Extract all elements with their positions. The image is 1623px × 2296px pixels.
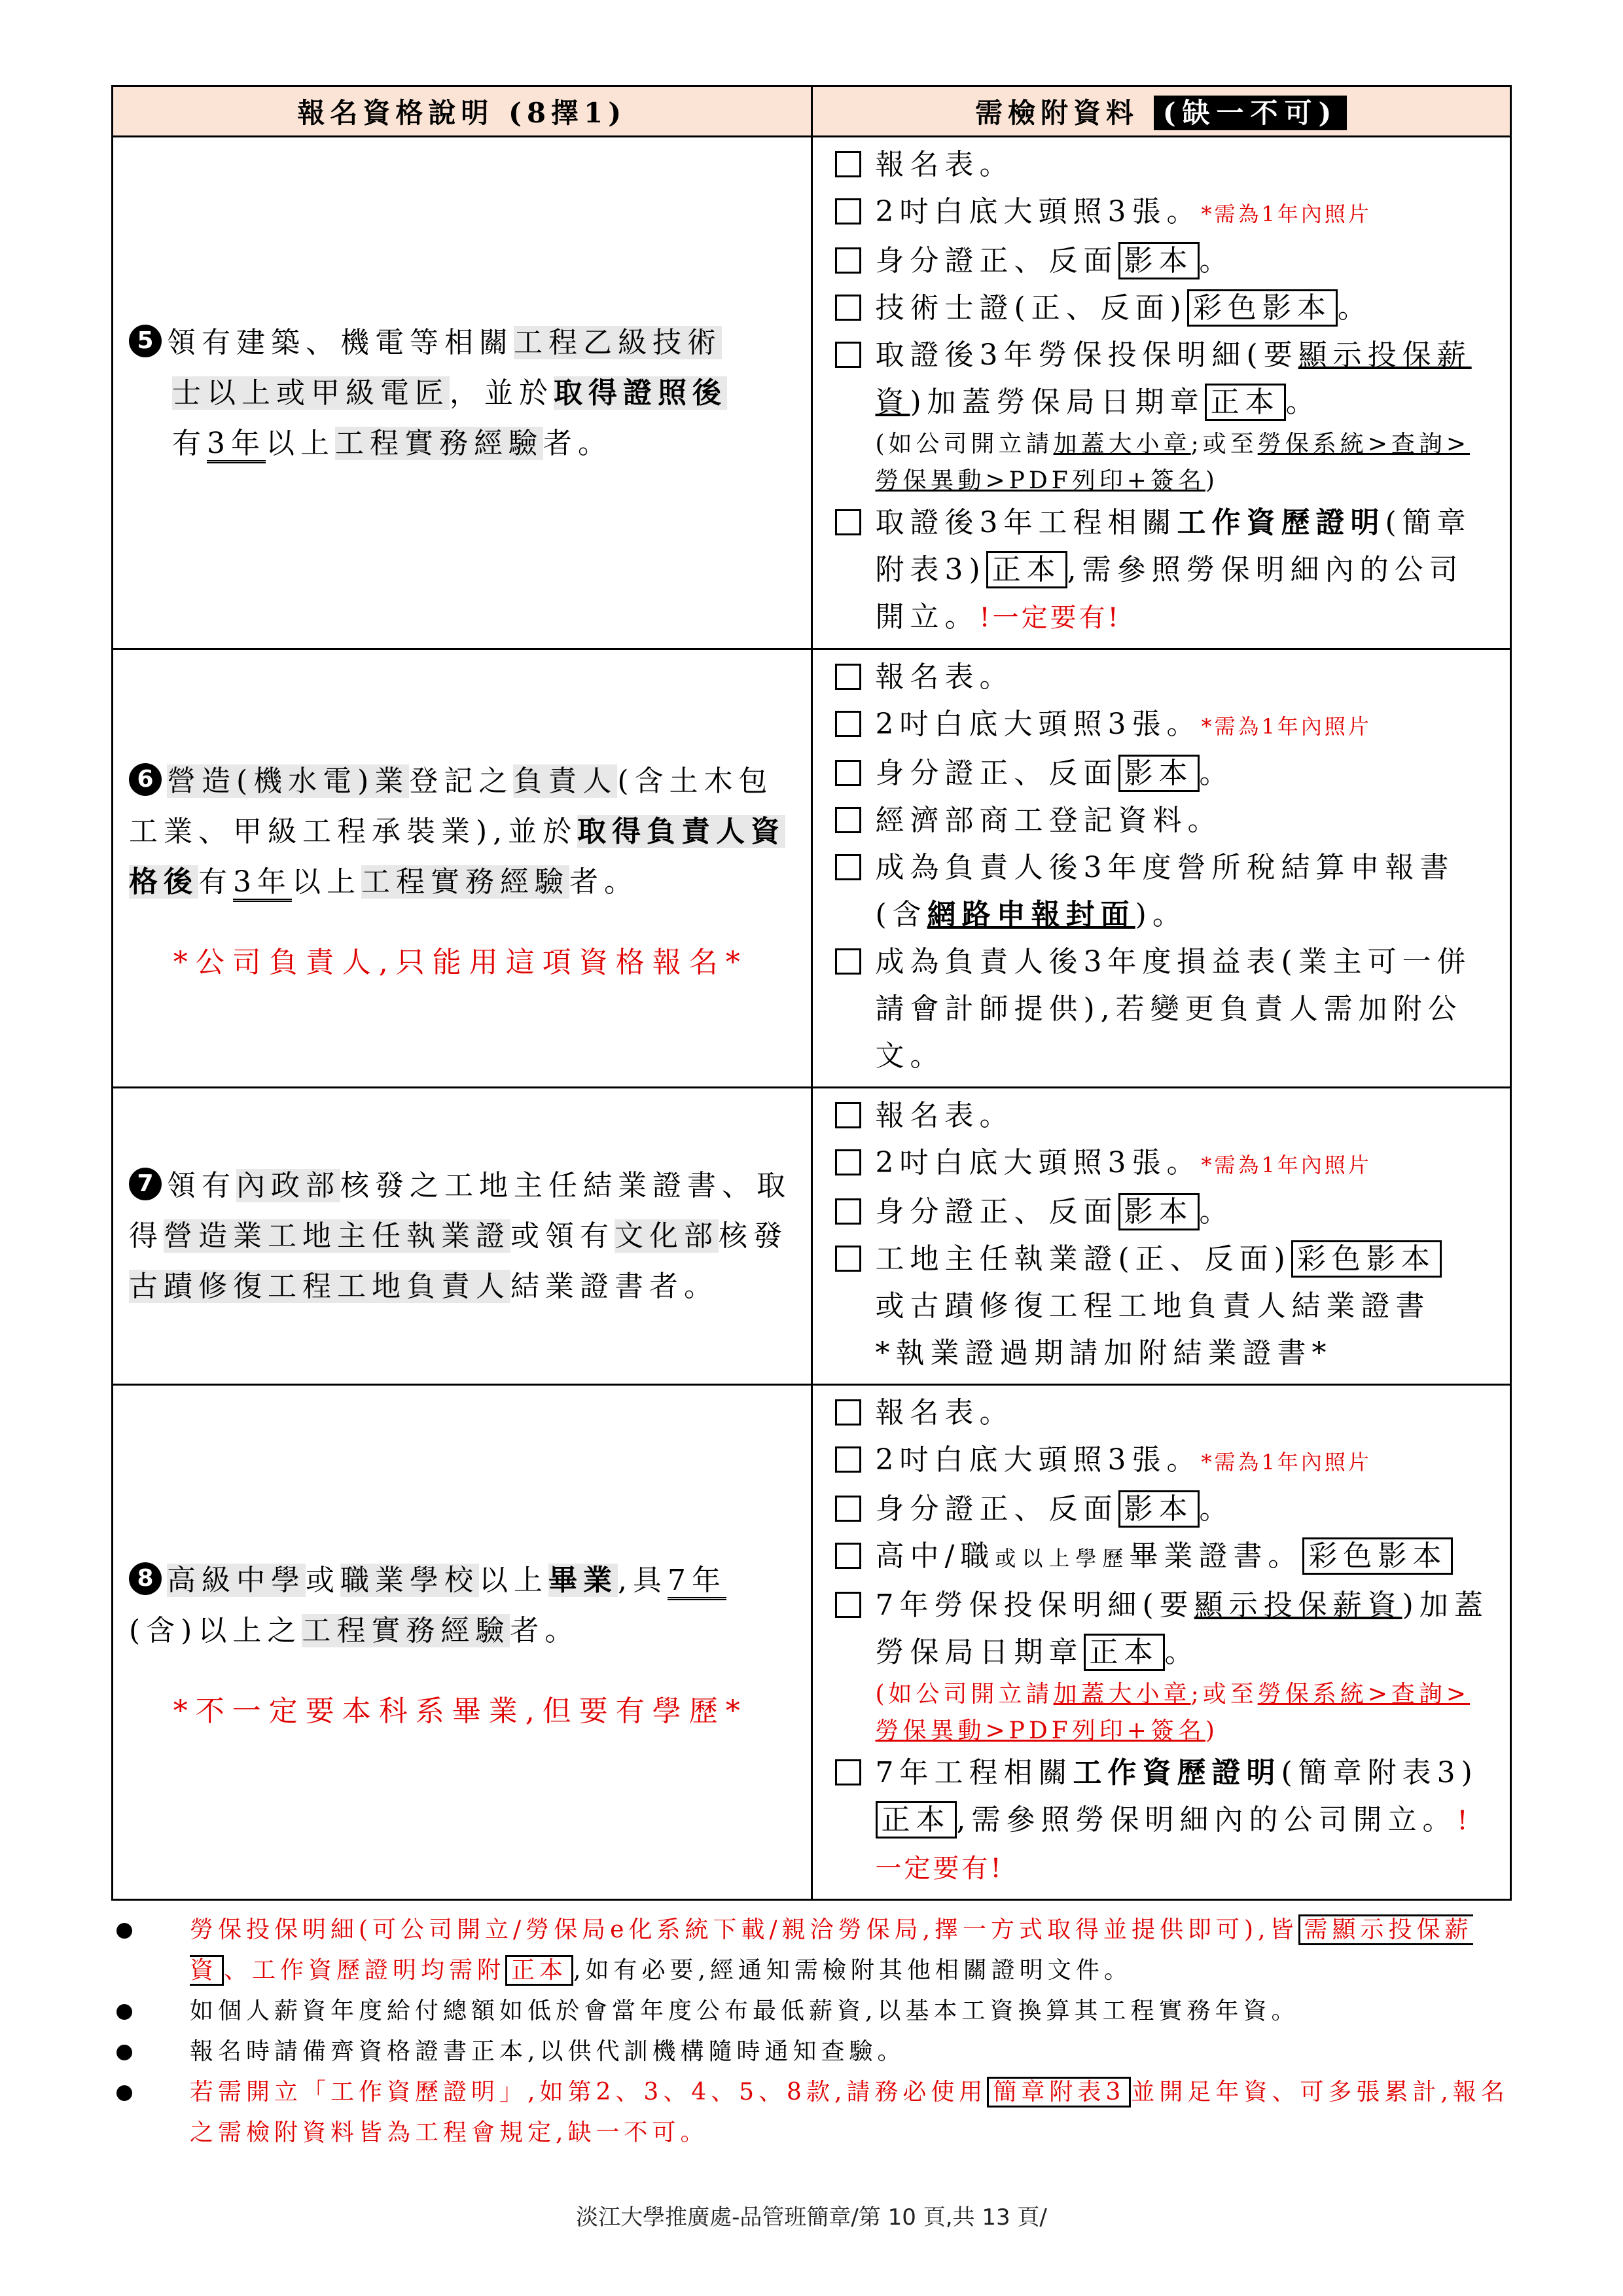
note-item: 若需開立「工作資歷證明」,如第2、3、4、5、8款,請務必使用 簡章附表3 並開足年資、可多張累計,報名之需檢附資料皆為工程會規定,缺一不可。 [111,2072,1512,2153]
checkbox[interactable] [835,760,861,786]
number-badge: 7 [129,1168,162,1200]
list-item: 2吋白底大頭照3張。*需為1年內照片 [835,1437,1497,1486]
header-documents: 需檢附資料 (缺一不可) [812,86,1511,137]
qualification-text: 8 高級中學或職業學校以上畢業,具7年(含)以上之工程實務經驗者。 *不一定要本科系畢業,但要有學歷* [113,1385,812,1900]
document-list [812,137,1511,649]
list-item: 工地主任執業證(正、反面) 彩色影本 或古蹟修復工程工地負責人結業證書 *執業證過期請加附結業證書* [835,1236,1497,1377]
bullet-icon [116,2045,132,2060]
number-badge: 5 [129,325,162,357]
checkbox[interactable] [835,295,861,321]
document-list [812,649,1511,1088]
checkbox[interactable] [835,854,861,880]
page [111,85,1512,2153]
qualification-text: 5 領有建築、機電等相關工程乙級技術 士以上或甲級電匠，並於取得證照後 有3年以上工程實務經驗者。 [113,137,812,649]
required-badge: (缺一不可) [1154,96,1347,130]
checkbox[interactable] [835,1543,861,1569]
requirements-table [111,85,1512,1901]
qualification-row-8 [113,1385,1511,1900]
bullet-icon [116,2004,132,2020]
note-item: 勞保投保明細(可公司開立/勞保局e化系統下載/親洽勞保局,擇一方式取得並提供即可),皆 需顯示投保薪資 、工作資歷證明均需附 正本 ,如有必要,經通知需檢附其他相關證明文件。 [111,1910,1512,1991]
list-item: 身分證正、反面 影本 。 [835,238,1497,285]
note-item: 如個人薪資年度給付總額如低於會當年度公布最低薪資,以基本工資換算其工程實務年資。 [111,1991,1512,2032]
document-list [812,1385,1511,1900]
checkbox[interactable] [835,948,861,975]
checkbox[interactable] [835,1246,861,1272]
checkbox[interactable] [835,198,861,224]
bullet-icon [116,2085,132,2101]
qualification-text: 7 領有內政部核發之工地主任結業證書、取得營造業工地主任執業證或領有文化部核發古蹟修復工程工地負責人結業證書者。 [113,1088,812,1385]
list-item: 報名表。 [835,1092,1497,1139]
list-item: 2吋白底大頭照3張。*需為1年內照片 [835,1139,1497,1189]
checkbox[interactable] [835,1149,861,1175]
checkbox[interactable] [835,807,861,833]
warning-note: *不一定要本科系畢業,但要有學歷* [173,1695,748,1728]
number-badge: 6 [129,763,162,796]
qualification-row-5 [113,137,1511,649]
bullet-icon [116,1923,132,1939]
list-item: 高中/職或以上學歷畢業證書。 彩色影本 [835,1533,1497,1582]
checkbox[interactable] [835,247,861,274]
list-item: 2吋白底大頭照3張。*需為1年內照片 [835,701,1497,750]
checkbox[interactable] [835,509,861,535]
sub-note: (如公司開立請加蓋大小章;或至勞保系統>查詢>勞保異動>PDF列印+簽名) [875,1681,1471,1744]
checkbox[interactable] [835,151,861,177]
list-item: 報名表。 [835,141,1497,188]
checkbox[interactable] [835,1496,861,1522]
list-item: 身分證正、反面 影本 。 [835,1486,1497,1533]
header-qualification: 報名資格說明 (8擇1) [113,86,812,137]
checkbox[interactable] [835,342,861,368]
list-item: 報名表。 [835,654,1497,701]
note-item: 報名時請備齊資格證書正本,以供代訓機構隨時通知查驗。 [111,2032,1512,2072]
warning-note: *公司負責人,只能用這項資格報名* [173,946,748,979]
table-header [113,86,1511,137]
qualification-row-6 [113,649,1511,1088]
list-item: 取證後3年勞保投保明細(要顯示投保薪資)加蓋勞保局日期章 正本 。 [835,332,1497,426]
checkbox[interactable] [835,1759,861,1785]
list-item: 技術士證(正、反面) 彩色影本 。 [835,285,1497,332]
list-item: 2吋白底大頭照3張。*需為1年內照片 [835,188,1497,238]
document-list [812,1088,1511,1385]
checkbox[interactable] [835,664,861,690]
checkbox[interactable] [835,1592,861,1618]
list-item: 經濟部商工登記資料。 [835,797,1497,844]
checkbox[interactable] [835,1399,861,1426]
number-badge: 8 [129,1562,162,1595]
list-item: 7年勞保投保明細(要顯示投保薪資)加蓋勞保局日期章 正本 。 [835,1582,1497,1676]
page-footer: 淡江大學推廣處-品管班簡章/第 10 頁,共 13 頁/ [576,2204,1047,2231]
list-item: 報名表。 [835,1390,1497,1437]
notes-list [111,1910,1512,2153]
qualification-text: 6 營造(機水電)業登記之負責人(含土木包工業、甲級工程承裝業),並於取得負責人資格後有3年以上工程實務經驗者。 *公司負責人,只能用這項資格報名* [113,649,812,1088]
list-item: 成為負責人後3年度損益表(業主可一併請會計師提供),若變更負責人需加附公文。 [835,939,1497,1080]
checkbox[interactable] [835,1102,861,1128]
list-item: 7年工程相關工作資歷證明(簡章附表3)正本 ,需參照勞保明細內的公司開立。!一定要有! [835,1749,1497,1892]
sub-note: (如公司開立請加蓋大小章;或至勞保系統>查詢>勞保異動>PDF列印+簽名) [875,431,1471,494]
checkbox[interactable] [835,1198,861,1225]
list-item: 身分證正、反面 影本 。 [835,750,1497,797]
list-item: 身分證正、反面 影本 。 [835,1189,1497,1236]
checkbox[interactable] [835,1446,861,1473]
list-item: 成為負責人後3年度營所稅結算申報書(含網路申報封面)。 [835,844,1497,939]
checkbox[interactable] [835,711,861,737]
qualification-row-7 [113,1088,1511,1385]
list-item: 取證後3年工程相關工作資歷證明(簡章附表3) 正本 ,需參照勞保明細內的公司開立。!一定要有! [835,499,1497,641]
